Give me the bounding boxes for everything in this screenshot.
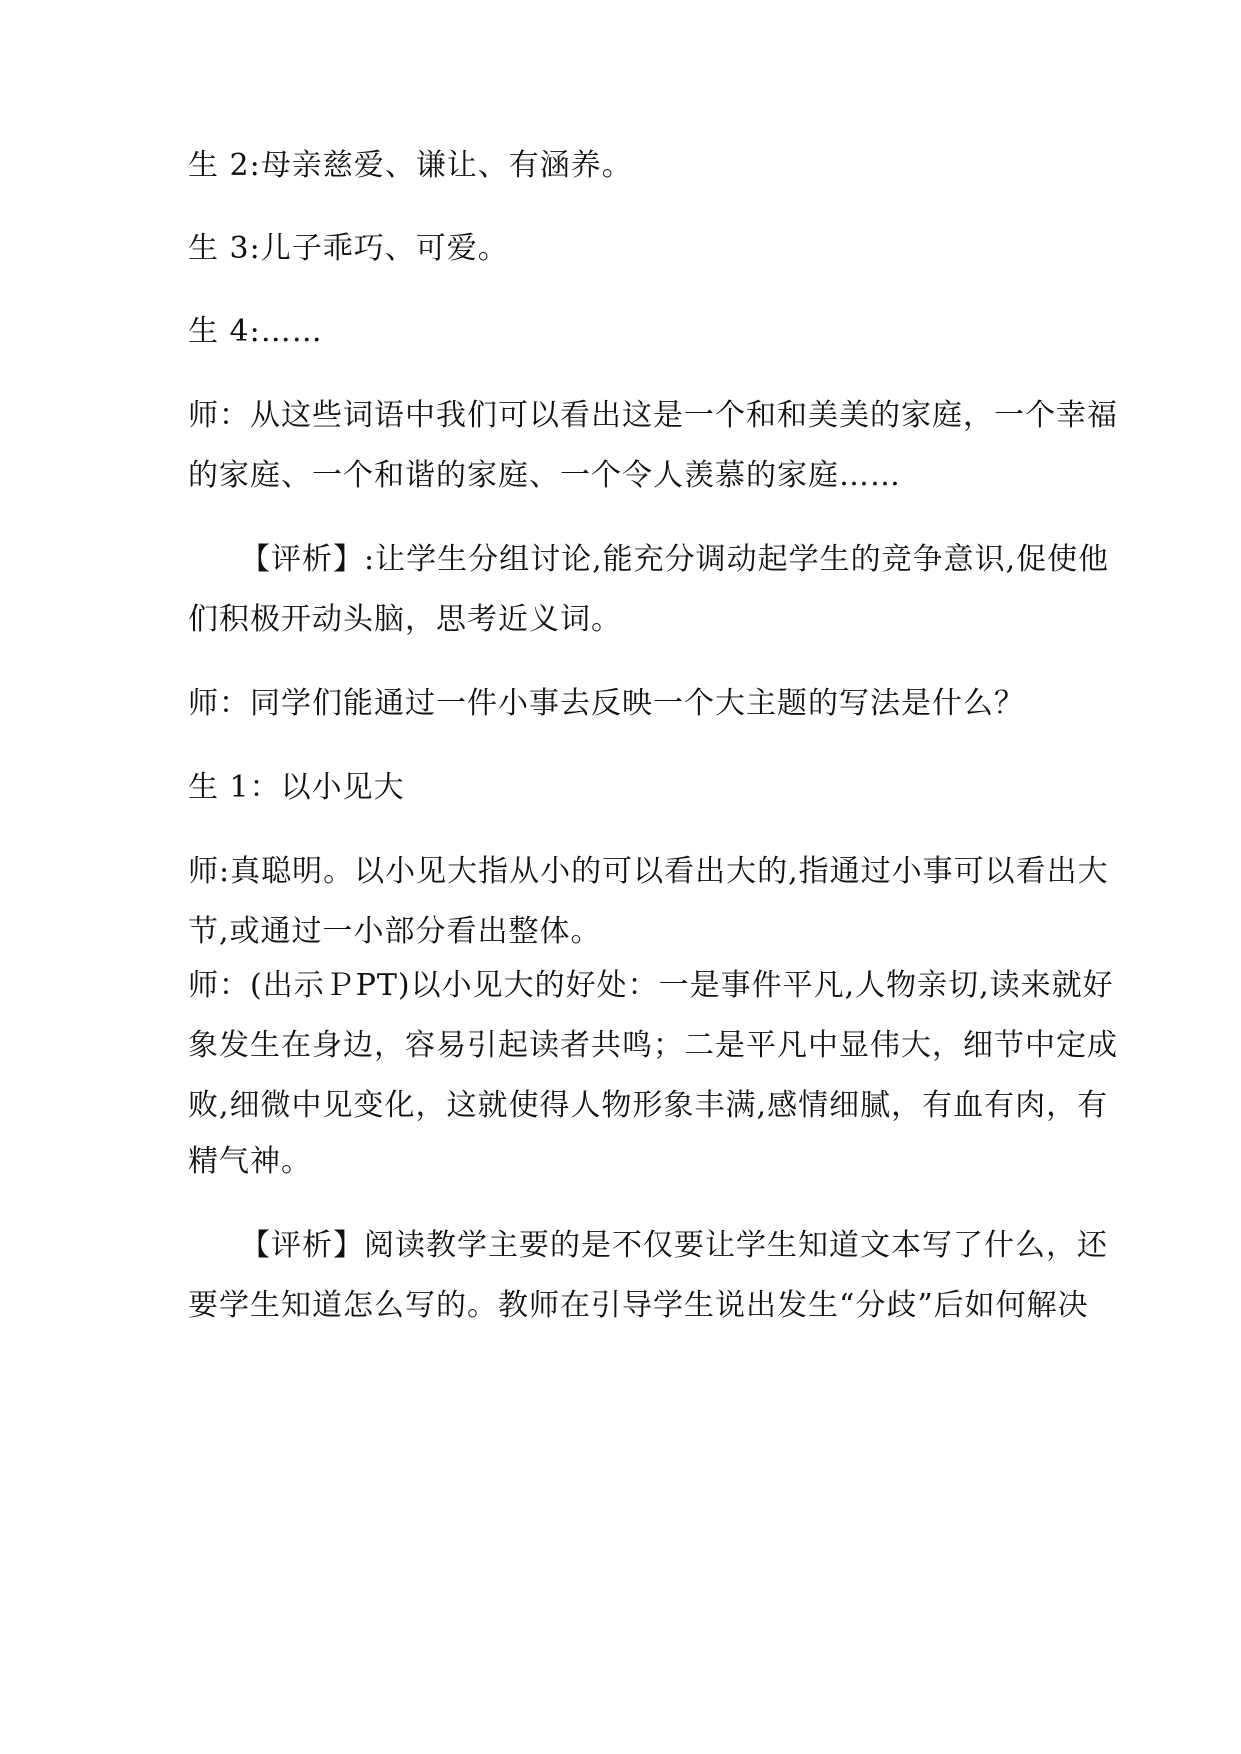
text-line-teacher-3c: 败,细微中见变化，这就使得人物形象丰满,感情细腻，有血有肉，有 [188,1088,1109,1123]
text-line-student1-answer: 生 1：以小见大 [188,770,405,805]
text-line-comment-1a: 【评析】:让学生分组讨论,能充分调动起学生的竞争意识,促使他 [240,542,1110,577]
text-line-teacher-3b: 象发生在身边，容易引起读者共鸣；二是平凡中显伟大，细节中定成 [188,1028,1118,1063]
text-line-student3: 生 3:儿子乖巧、可爱。 [188,231,509,266]
text-line-student4: 生 4:…… [188,314,323,349]
text-line-comment-2b: 要学生知道怎么写的。教师在引导学生说出发生“分歧”后如何解决 [188,1288,1089,1323]
text-line-comment-2a: 【评析】阅读教学主要的是不仅要让学生知道文本写了什么，还 [240,1228,1108,1263]
text-line-teacher-3a: 师：(出示ＰPT)以小见大的好处：一是事件平凡,人物亲切,读来就好 [188,968,1114,1003]
text-line-student2: 生 2:母亲慈爱、谦让、有涵养。 [188,148,633,183]
text-line-teacher-question: 师：同学们能通过一件小事去反映一个大主题的写法是什么？ [188,686,1025,721]
text-line-teacher-2a: 师:真聪明。以小见大指从小的可以看出大的,指通过小事可以看出大 [188,854,1109,889]
text-line-teacher-1b: 的家庭、一个和谐的家庭、一个令人羡慕的家庭…… [188,458,901,493]
text-line-teacher-2b: 节,或通过一小部分看出整体。 [188,914,602,949]
text-line-teacher-1a: 师：从这些词语中我们可以看出这是一个和和美美的家庭，一个幸福 [188,398,1118,433]
text-line-comment-1b: 们积极开动头脑，思考近义词。 [188,602,622,637]
text-line-teacher-3d: 精气神。 [188,1144,312,1179]
